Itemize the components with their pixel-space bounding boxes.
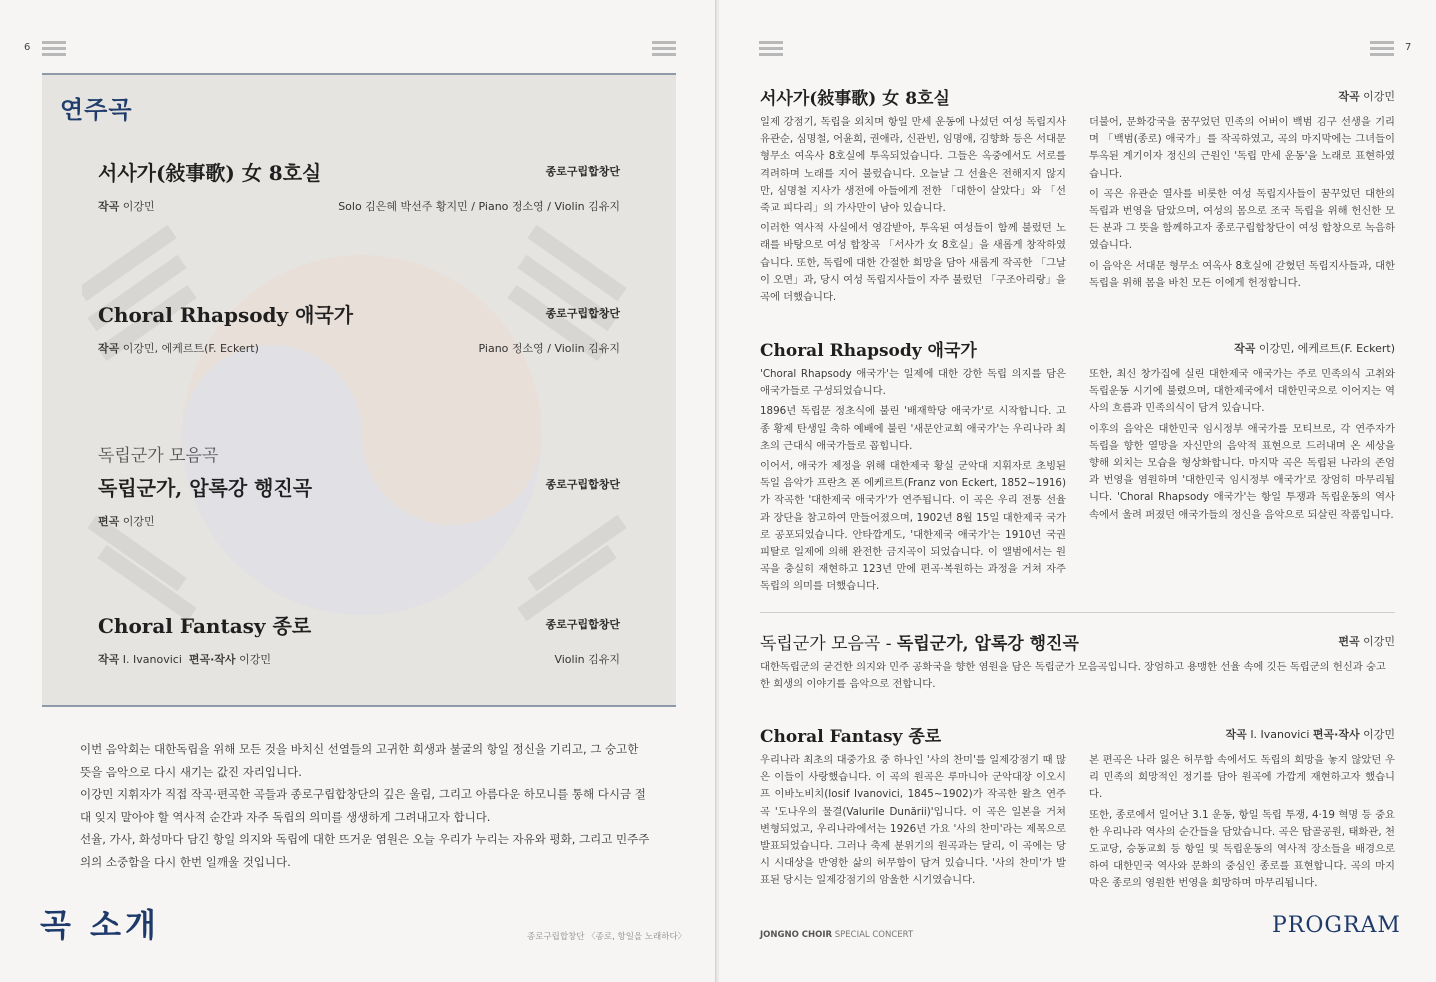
section-credit: 작곡 I. Ivanovici 편곡·작사 이강민 xyxy=(1225,728,1395,741)
section-credit: 작곡 이강민 xyxy=(1338,90,1395,103)
credit-label: 편곡 xyxy=(98,515,120,528)
footer-right: JONGNO CHOIR SPECIAL CONCERT xyxy=(760,930,914,940)
menu-icon xyxy=(652,41,676,57)
entry-choir: 종로구립합창단 xyxy=(545,307,620,320)
menu-icon xyxy=(42,41,66,57)
credit-value: 이강민 xyxy=(239,653,271,666)
entry-choir: 종로구립합창단 xyxy=(545,165,620,178)
text-column: 일제 강점기, 독립을 외치며 항일 만세 운동에 나섰던 여성 독립지사 유관순, 심명철, 어윤희, 권애라, 신관빈, 임명애, 김향화 등은 서대문 형무소 여옥사 8호실에 투옥되었습니다. 그들은 옥중에서도 서로를 격려하며 노래를 지어 불렀습니다. 오늘날 그 선율은 전해지지 않지만, 심명철 지사가 생전에 아들에게 전한 「대한이 살았다」와 「선죽교 피다리」의 가사만이 남아 있습니다. 이러한 역사적 사실에서 영감받아, 투옥된 여성들이 함께 불렀던 노래를 바탕으로 여성 합창곡 「서사가 女 8호실」을 새롭게 창작하였습니다. 또한, 독립에 대한 간절한 희망을 담아 새롭게 작곡한 「그날이 오면」과, 당시 여성 독립지사들이 자주 불렀던 「구조아리랑」을 곡에 더했습니다. xyxy=(760,116,1066,304)
page-number-right: 7 xyxy=(1405,42,1412,53)
entry-meta xyxy=(98,651,620,667)
credit-label: 작곡 xyxy=(98,653,120,666)
menu-icon xyxy=(1370,41,1394,57)
section-title: Choral Rhapsody 애국가 xyxy=(760,341,977,361)
section-title: Choral Fantasy 종로 xyxy=(760,727,942,747)
left-page xyxy=(0,0,717,982)
section-dongnipgunga xyxy=(760,629,1395,693)
credit-label: 작곡 xyxy=(98,200,120,213)
section-title: 서사가(敍事歌) 女 8호실 xyxy=(760,89,950,109)
section-fantasy xyxy=(760,722,1395,896)
program-entry xyxy=(98,157,620,214)
entry-performers: Violin 김유지 xyxy=(554,653,620,666)
text-column: 우리나라 최초의 대중가요 중 하나인 '사의 찬미'를 일제강점기 때 많은 이들이 사랑했습니다. 이 곡의 원곡은 루마니아 군악대장 이오시프 이바노비치(Iosif Ivanovici, 1845~1902)가 작곡한 왈츠 연주곡 '도나우의 물결(Valurile Dunării)'입니다. 이 곡은 일본을 거쳐 변형되었고, 우리나라에서는 1926년 가요 '사의 찬미'라는 제목으로 발표되었습니다. 그러나 축제 분위기의 원곡과는 달리, 이 곡에는 당시 시대상을 반영한 삶의 허무함이 담겨 있습니다. '사의 찬미'가 발표된 당시는 일제강점기의 암울한 시기였습니다. xyxy=(760,754,1066,887)
entry-performers: Solo 김은혜 박선주 황지민 / Piano 정소영 / Violin 김유지 xyxy=(338,200,620,213)
text-column: 또한, 최신 창가집에 실린 대한제국 애국가는 주로 민족의식 고취와 독립운동 시기에 불렸으며, 대한제국에서 대한민국으로 이어지는 역사의 흐름과 민족의식이 담겨 있습니다. 이후의 음악은 대한민국 임시정부 애국가를 모티브로, 각 연주자가 독립을 향한 열망을 자신만의 음악적 표현으로 드러내며 온 세상을 향해 외치는 모습을 형상화합니다. 마지막 곡은 독립된 나라의 존엄과 번영을 염원하며 '대한민국 임시정부 애국가'로 장엄히 마무리됩니다. 'Choral Rhapsody 애국가'는 항일 투쟁과 독립운동의 역사 속에서 울려 퍼졌던 애국가들의 정신을 음악으로 되살린 작품입니다. xyxy=(1089,368,1395,521)
taegeuk-watermark-icon xyxy=(82,195,642,635)
entry-pretitle: 독립군가 모음곡 xyxy=(98,446,219,466)
entry-meta xyxy=(98,340,620,356)
intro-paragraph: 선율, 가사, 화성마다 담긴 항일 의지와 독립에 대한 뜨거운 염원은 오늘 우리가 누리는 자유와 평화, 그리고 민주주의의 소중함을 다시 한번 일깨울 것입니다. xyxy=(80,832,650,869)
entry-title: Choral Fantasy 종로 xyxy=(98,614,312,638)
text-column: 'Choral Rhapsody 애국가'는 일제에 대한 강한 독립 의지를 담은 애국가들로 구성되었습니다. 1896년 독립문 정초식에 불린 '배재학당 애국가'로 시작합니다. 고종 황제 탄생일 축하 예배에 불린 '새문안교회 애국가'는 우리나라 최초의 근대식 애국가들로 꼽힙니다. 이어서, 애국가 제정을 위해 대한제국 황실 군악대 지휘자로 초빙된 독일 음악가 프란츠 폰 에케르트(Franz von Eckert, 1852~1916)가 작곡한 '대한제국 애국가'가 연주됩니다. 이 곡은 우리 전통 선율과 장단을 참고하여 만들어졌으며, 1902년 8월 15일 대한제국 국가로 공포되었습니다. 안타깝게도, '대한제국 애국가'는 1910년 국권 피탈로 일제에 의해 완전한 금지곡이 되었습니다. 이 앨범에서는 원곡을 충실히 재현하고 123년 만에 편곡·복원하는 과정을 거쳐 자주독립의 의미를 더했습니다. xyxy=(760,368,1066,593)
divider xyxy=(760,612,1395,613)
page-number-left: 6 xyxy=(24,42,31,53)
section-brush-title: 곡 소개 xyxy=(40,906,160,944)
menu-icon xyxy=(759,41,783,57)
section-seosaga xyxy=(760,84,1395,309)
section-rhapsody xyxy=(760,336,1395,599)
program-entry xyxy=(98,299,620,356)
entry-title: 독립군가, 압록강 행진곡 xyxy=(98,476,313,500)
entry-title: Choral Rhapsody 애국가 xyxy=(98,303,354,327)
entry-title: 서사가(敍事歌) 女 8호실 xyxy=(98,161,322,185)
intro-paragraph: 이번 음악회는 대한독립을 위해 모든 것을 바치신 선열들의 고귀한 희생과 불굴의 항일 정신을 기리고, 그 숭고한 뜻을 음악으로 다시 새기는 값진 자리입니다. xyxy=(80,742,639,779)
credit-value: 이강민 xyxy=(122,200,155,213)
program-panel xyxy=(42,73,676,706)
text-block: 대한독립군의 굳건한 의지와 민주 공화국을 향한 염원을 담은 독립군가 모음곡입니다. 장엄하고 용맹한 선율 속에 깃든 독립군의 헌신과 숭고한 희생의 이야기를 음악으로 전합니다. xyxy=(760,661,1386,691)
panel-title: 연주곡 xyxy=(60,96,133,124)
credit-label: 편곡·작사 xyxy=(188,653,236,666)
text-column: 더불어, 문화강국을 꿈꾸었던 민족의 어버이 백범 김구 선생을 기리며 「백범(종로) 애국가」를 작곡하였고, 곡의 마지막에는 그녀들이 투옥된 계기이자 정신의 근원인 '독립 만세 운동'을 노래로 표현하였습니다. 이 곡은 유관순 열사를 비롯한 여성 독립지사들이 꿈꾸었던 대한의 독립과 번영을 담았으며, 여성의 몸으로 조국 독립을 위해 헌신한 모든 분과 그 뜻을 함께하고자 종로구립합창단이 여성 합창으로 녹음하였습니다. 이 음악은 서대문 형무소 여옥사 8호실에 갇혔던 독립지사들과, 대한독립을 위해 몸을 바친 모든 이에게 헌정합니다. xyxy=(1089,116,1395,289)
entry-meta xyxy=(98,513,620,529)
section-credit: 편곡 이강민 xyxy=(1338,635,1395,648)
text-column: 본 편곡은 나라 잃은 허무함 속에서도 독립의 희망을 놓지 않았던 우리 민족의 희망적인 정기를 담아 원곡에 가깝게 재현하고자 했습니다. 또한, 종로에서 일어난 3.1 운동, 항일 독립 투쟁, 4·19 혁명 등 중요한 우리나라 역사의 순간들을 담았습니다. 곡은 탑골공원, 태화관, 천도교당, 승동교회 등 항일 및 독립운동의 역사적 장소들을 배경으로 하여 대한민국 역사와 문화의 중심인 종로를 표현합니다. 곡의 마지막은 종로의 영원한 번영을 희망하며 마무리됩니다. xyxy=(1089,754,1395,890)
entry-meta xyxy=(98,198,620,214)
program-entry xyxy=(98,441,620,529)
program-entry xyxy=(98,610,620,667)
credit-value: I. Ivanovici xyxy=(122,653,182,666)
intro-text xyxy=(80,738,650,874)
intro-paragraph: 이강민 지휘자가 직접 작곡·편곡한 곡들과 종로구립합창단의 깊은 울림, 그리고 아름다운 하모니를 통해 다시금 절대 잊지 말아야 할 역사적 순간과 자주 독립의 의미를 생생하게 그려내고자 합니다. xyxy=(80,787,646,824)
credit-value: 이강민, 에케르트(F. Eckert) xyxy=(122,342,259,355)
credit-value: 이강민 xyxy=(122,515,155,528)
program-logo: PROGRAM xyxy=(1272,913,1401,938)
footer-left: 종로구립합창단 〈종로, 항일을 노래하다〉 xyxy=(527,932,687,942)
entry-performers: Piano 정소영 / Violin 김유지 xyxy=(478,342,620,355)
divider xyxy=(42,705,676,707)
section-credit: 작곡 이강민, 에케르트(F. Eckert) xyxy=(1234,342,1395,355)
credit-label: 작곡 xyxy=(98,342,120,355)
entry-choir: 종로구립합창단 xyxy=(545,618,620,631)
entry-choir: 종로구립합창단 xyxy=(545,478,620,491)
section-title: 독립군가 모음곡 - 독립군가, 압록강 행진곡 xyxy=(760,634,1079,654)
